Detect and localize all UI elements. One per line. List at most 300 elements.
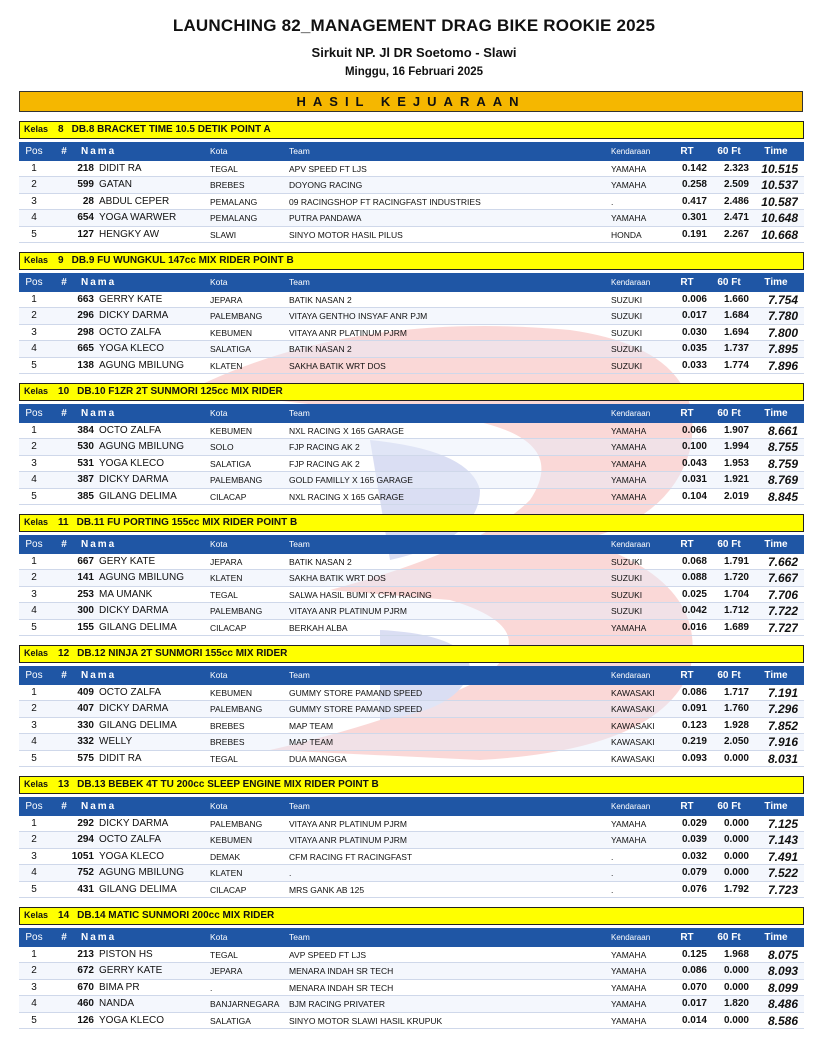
- cell-team: GUMMY STORE PAMAND SPEED: [289, 704, 423, 715]
- header-ft60: 60 Ft: [717, 146, 741, 157]
- cell-ft: 1.907: [723, 425, 749, 436]
- table-header: [19, 666, 804, 685]
- table-row: [19, 554, 804, 570]
- cell-name: AGUNG MBILUNG: [99, 441, 185, 453]
- cell-veh: YAMAHA: [611, 491, 647, 502]
- cell-no: 575: [77, 752, 94, 764]
- cell-veh: KAWASAKI: [611, 704, 655, 715]
- cell-pos: 1: [31, 294, 37, 305]
- cell-ft: 0.000: [723, 965, 749, 977]
- cell-kota: BREBES: [210, 737, 245, 748]
- cell-veh: SUZUKI: [611, 573, 643, 584]
- header-team: Team: [289, 932, 310, 942]
- cell-time: 7.723: [767, 882, 798, 897]
- cell-no: 599: [77, 179, 94, 191]
- cell-name: NANDA: [99, 998, 135, 1010]
- cell-ft: 1.660: [723, 294, 749, 305]
- cell-pos: 3: [31, 195, 37, 207]
- cell-kota: CILACAP: [210, 491, 247, 502]
- cell-pos: 4: [31, 474, 37, 486]
- cell-time: 8.769: [767, 473, 798, 488]
- cell-time: 7.852: [767, 718, 798, 733]
- cell-veh: KAWASAKI: [611, 688, 655, 698]
- cell-veh: HONDA: [611, 229, 642, 240]
- cell-ft: 2.509: [723, 179, 749, 191]
- header-no: #: [61, 801, 67, 812]
- cell-no: 155: [77, 621, 94, 633]
- cell-name: GERY KATE: [99, 556, 156, 567]
- cell-name: GILANG DELIMA: [99, 719, 177, 731]
- cell-veh: .: [611, 884, 614, 895]
- cell-time: 10.587: [761, 194, 798, 209]
- cell-time: 7.125: [767, 817, 798, 831]
- cell-team: FJP RACING AK 2: [289, 458, 360, 469]
- cell-time: 7.491: [767, 849, 798, 864]
- cell-ft: 1.994: [723, 441, 749, 453]
- table-row: [19, 456, 804, 472]
- cell-veh: YAMAHA: [611, 426, 647, 436]
- cell-time: 7.800: [767, 325, 798, 340]
- table-row: [19, 227, 804, 243]
- class-title-bar: [19, 776, 804, 794]
- header-kota: Kota: [210, 801, 228, 811]
- cell-time: 7.896: [767, 358, 798, 373]
- cell-rt: 0.088: [681, 572, 707, 584]
- cell-veh: YAMAHA: [611, 950, 647, 960]
- cell-rt: 0.029: [681, 818, 707, 829]
- header-kendaraan: Kendaraan: [611, 278, 651, 287]
- cell-ft: 1.968: [723, 949, 749, 960]
- header-team: Team: [289, 408, 310, 418]
- cell-rt: 0.258: [681, 179, 707, 191]
- cell-no: 407: [77, 703, 94, 715]
- table-header: [19, 797, 804, 816]
- cell-pos: 1: [31, 425, 37, 436]
- cell-veh: .: [611, 851, 614, 862]
- header-no: #: [61, 277, 67, 288]
- header-no: #: [61, 539, 67, 550]
- table-row: [19, 751, 804, 767]
- cell-name: GATAN: [99, 179, 132, 191]
- table-row: [19, 472, 804, 488]
- cell-time: 7.191: [767, 686, 798, 700]
- header-time: Time: [764, 670, 788, 681]
- cell-kota: .: [210, 982, 213, 993]
- cell-no: 665: [77, 343, 94, 355]
- circuit-name: Sirkuit NP. Jl DR Soetomo - Slawi: [311, 45, 517, 60]
- table-row: [19, 489, 804, 505]
- cell-kota: SALATIGA: [210, 458, 251, 469]
- header-time: Time: [764, 408, 788, 419]
- table-row: [19, 341, 804, 357]
- cell-kota: BANJARNEGARA: [210, 999, 280, 1010]
- table-body: [19, 816, 804, 898]
- results-banner: HASIL KEJUARAAN: [19, 91, 803, 112]
- class-title-bar: [19, 121, 804, 139]
- header-kendaraan: Kendaraan: [611, 409, 651, 418]
- cell-team: NXL RACING X 165 GARAGE: [289, 426, 404, 436]
- cell-veh: SUZUKI: [611, 311, 643, 322]
- cell-ft: 1.704: [723, 588, 749, 600]
- cell-no: 296: [77, 310, 94, 322]
- cell-pos: 4: [31, 998, 37, 1010]
- cell-time: 7.727: [767, 620, 798, 635]
- cell-name: GILANG DELIMA: [99, 883, 177, 895]
- table-body: [19, 685, 804, 767]
- cell-no: 663: [77, 294, 94, 305]
- cell-no: 387: [77, 474, 94, 486]
- cell-pos: 4: [31, 343, 37, 355]
- class-label: Kelas: [24, 517, 49, 527]
- cell-time: 7.895: [767, 342, 798, 357]
- cell-no: 431: [77, 883, 94, 895]
- cell-rt: 0.032: [681, 850, 707, 862]
- cell-no: 654: [77, 212, 94, 224]
- table-row: [19, 865, 804, 881]
- table-row: [19, 423, 804, 439]
- class-title-bar: [19, 907, 804, 925]
- cell-rt: 0.191: [681, 228, 707, 240]
- table-row: [19, 685, 804, 701]
- header-no: #: [61, 932, 67, 943]
- cell-name: YOGA KLECO: [99, 343, 165, 355]
- cell-name: OCTO ZALFA: [99, 687, 162, 698]
- header-kota: Kota: [210, 932, 228, 942]
- header-ft60: 60 Ft: [717, 408, 741, 419]
- cell-ft: 0.000: [723, 1014, 749, 1026]
- cell-pos: 2: [31, 965, 37, 977]
- cell-kota: KLATEN: [210, 573, 243, 584]
- cell-kota: KLATEN: [210, 360, 243, 371]
- cell-no: 253: [77, 588, 94, 600]
- cell-name: OCTO ZALFA: [99, 425, 162, 436]
- table-row: [19, 603, 804, 619]
- header-rt: RT: [680, 408, 694, 419]
- table-row: [19, 734, 804, 750]
- cell-team: AVP SPEED FT LJS: [289, 950, 367, 960]
- cell-kota: SALATIGA: [210, 344, 251, 355]
- header-nama: Nama: [81, 146, 117, 157]
- event-date: Minggu, 16 Februari 2025: [344, 66, 484, 78]
- class-title-bar: [19, 645, 804, 663]
- cell-team: MENARA INDAH SR TECH: [289, 966, 394, 977]
- header-nama: Nama: [81, 539, 117, 550]
- cell-rt: 0.086: [681, 965, 707, 977]
- cell-rt: 0.033: [681, 359, 707, 371]
- table-row: [19, 980, 804, 996]
- class-label: Kelas: [24, 648, 49, 658]
- cell-veh: YAMAHA: [611, 180, 647, 191]
- cell-rt: 0.076: [681, 883, 707, 895]
- cell-team: VITAYA ANR PLATINUM PJRM: [289, 606, 407, 617]
- table-row: [19, 210, 804, 226]
- cell-time: 10.668: [761, 227, 798, 242]
- cell-time: 7.296: [767, 702, 798, 717]
- header-nama: Nama: [81, 670, 117, 681]
- cell-kota: BREBES: [210, 720, 245, 731]
- cell-veh: SUZUKI: [611, 589, 643, 600]
- class-block: [19, 252, 804, 383]
- cell-veh: YAMAHA: [611, 999, 647, 1010]
- cell-veh: YAMAHA: [611, 622, 647, 633]
- table-header: [19, 404, 804, 423]
- cell-pos: 2: [31, 572, 37, 584]
- cell-rt: 0.301: [681, 212, 707, 224]
- header-time: Time: [764, 539, 788, 550]
- cell-rt: 0.086: [681, 687, 707, 698]
- table-row: [19, 947, 804, 963]
- cell-time: 8.075: [767, 948, 798, 962]
- cell-kota: KEBUMEN: [210, 835, 253, 846]
- cell-rt: 0.006: [681, 294, 707, 305]
- cell-rt: 0.017: [681, 998, 707, 1010]
- class-number: 11: [58, 517, 69, 528]
- header-kota: Kota: [210, 539, 228, 549]
- cell-rt: 0.035: [681, 343, 707, 355]
- cell-no: 28: [82, 195, 94, 207]
- cell-time: 7.780: [767, 309, 798, 324]
- cell-no: 460: [77, 998, 94, 1010]
- cell-time: 7.667: [767, 571, 798, 586]
- cell-team: SALWA HASIL BUMI X CFM RACING: [289, 589, 432, 600]
- cell-time: 7.706: [767, 587, 798, 602]
- header-nama: Nama: [81, 932, 117, 943]
- cell-time: 8.661: [767, 424, 798, 438]
- cell-no: 292: [77, 818, 94, 829]
- cell-time: 8.755: [767, 440, 798, 455]
- cell-kota: CILACAP: [210, 884, 247, 895]
- cell-veh: YAMAHA: [611, 213, 647, 224]
- cell-name: DICKY DARMA: [99, 818, 169, 829]
- cell-pos: 2: [31, 179, 37, 191]
- cell-team: SAKHA BATIK WRT DOS: [289, 360, 386, 371]
- class-number: 14: [58, 910, 70, 921]
- header-nama: Nama: [81, 801, 117, 812]
- cell-no: 298: [77, 326, 94, 338]
- cell-ft: 1.953: [723, 457, 749, 469]
- header-kota: Kota: [210, 408, 228, 418]
- cell-veh: YAMAHA: [611, 835, 647, 846]
- cell-kota: PALEMBANG: [210, 311, 263, 322]
- cell-no: 141: [77, 572, 94, 584]
- cell-pos: 4: [31, 736, 37, 748]
- cell-rt: 0.017: [681, 310, 707, 322]
- class-title-bar: [19, 514, 804, 532]
- cell-name: GERRY KATE: [99, 965, 163, 977]
- header-rt: RT: [680, 801, 694, 812]
- cell-ft: 1.928: [723, 719, 749, 731]
- cell-ft: 2.486: [723, 195, 749, 207]
- header-no: #: [61, 670, 67, 681]
- cell-ft: 0.000: [723, 818, 749, 829]
- cell-pos: 5: [31, 359, 37, 371]
- cell-name: YOGA KLECO: [99, 850, 165, 862]
- class-name: DB.8 BRACKET TIME 10.5 DETIK POINT A: [71, 124, 271, 135]
- cell-kota: JEPARA: [210, 295, 243, 305]
- class-name: DB.12 NINJA 2T SUNMORI 155cc MIX RIDER: [77, 648, 288, 659]
- cell-pos: 1: [31, 949, 37, 960]
- cell-team: SAKHA BATIK WRT DOS: [289, 573, 386, 584]
- cell-name: GERRY KATE: [99, 294, 163, 305]
- cell-name: DICKY DARMA: [99, 703, 169, 715]
- cell-rt: 0.079: [681, 867, 707, 879]
- cell-ft: 2.323: [723, 163, 749, 174]
- cell-kota: PALEMBANG: [210, 819, 263, 829]
- cell-veh: YAMAHA: [611, 982, 647, 993]
- cell-ft: 2.050: [723, 736, 749, 748]
- cell-no: 138: [77, 359, 94, 371]
- cell-pos: 2: [31, 703, 37, 715]
- cell-rt: 0.125: [681, 949, 707, 960]
- cell-name: DICKY DARMA: [99, 605, 169, 617]
- header-pos: Pos: [25, 670, 43, 681]
- cell-name: AGUNG MBILUNG: [99, 867, 185, 879]
- header-time: Time: [764, 801, 788, 812]
- class-name: DB.13 BEBEK 4T TU 200cc SLEEP ENGINE MIX RIDER POINT B: [77, 779, 379, 790]
- header-team: Team: [289, 146, 310, 156]
- cell-ft: 0.000: [723, 850, 749, 862]
- table-row: [19, 718, 804, 734]
- cell-pos: 2: [31, 441, 37, 453]
- header-rt: RT: [680, 277, 694, 288]
- header-pos: Pos: [25, 932, 43, 943]
- header-pos: Pos: [25, 408, 43, 419]
- header-ft60: 60 Ft: [717, 539, 741, 550]
- cell-veh: YAMAHA: [611, 1015, 647, 1026]
- cell-time: 7.522: [767, 866, 798, 881]
- table-row: [19, 587, 804, 603]
- cell-team: BATIK NASAN 2: [289, 295, 352, 305]
- table-row: [19, 849, 804, 865]
- header-kendaraan: Kendaraan: [611, 147, 651, 156]
- class-label: Kelas: [24, 386, 49, 396]
- cell-time: 10.648: [761, 211, 798, 226]
- cell-team: PUTRA PANDAWA: [289, 213, 362, 224]
- cell-veh: SUZUKI: [611, 360, 643, 371]
- table-body: [19, 161, 804, 243]
- table-body: [19, 947, 804, 1029]
- cell-pos: 5: [31, 621, 37, 633]
- cell-team: SINYO MOTOR HASIL PILUS: [289, 229, 403, 240]
- cell-time: 8.099: [767, 980, 798, 995]
- header-team: Team: [289, 801, 310, 811]
- cell-veh: SUZUKI: [611, 327, 643, 338]
- table-row: [19, 177, 804, 193]
- cell-ft: 2.019: [723, 490, 749, 502]
- cell-name: ABDUL CEPER: [99, 195, 170, 207]
- table-body: [19, 292, 804, 374]
- table-header: [19, 928, 804, 947]
- cell-name: YOGA KLECO: [99, 1014, 165, 1026]
- cell-name: BIMA PR: [99, 981, 140, 993]
- cell-ft: 1.694: [723, 326, 749, 338]
- cell-kota: CILACAP: [210, 622, 247, 633]
- cell-name: DICKY DARMA: [99, 310, 169, 322]
- cell-pos: 1: [31, 556, 37, 567]
- class-block: [19, 514, 804, 645]
- cell-kota: KLATEN: [210, 868, 243, 879]
- cell-rt: 0.068: [681, 556, 707, 567]
- table-row: [19, 292, 804, 308]
- header-pos: Pos: [25, 146, 43, 157]
- cell-veh: YAMAHA: [611, 458, 647, 469]
- cell-team: BJM RACING PRIVATER: [289, 999, 386, 1010]
- event-title: LAUNCHING 82_MANAGEMENT DRAG BIKE ROOKIE 2025: [172, 16, 656, 35]
- cell-pos: 5: [31, 1014, 37, 1026]
- table-header: [19, 273, 804, 292]
- table-row: [19, 439, 804, 455]
- header-time: Time: [764, 932, 788, 943]
- cell-pos: 5: [31, 752, 37, 764]
- cell-rt: 0.042: [681, 605, 707, 617]
- cell-kota: SLAWI: [210, 229, 237, 240]
- class-name: DB.14 MATIC SUNMORI 200cc MIX RIDER: [77, 910, 275, 921]
- cell-veh: YAMAHA: [611, 475, 647, 486]
- class-number: 13: [58, 779, 70, 790]
- header-kendaraan: Kendaraan: [611, 933, 651, 942]
- cell-veh: KAWASAKI: [611, 737, 655, 748]
- cell-ft: 1.737: [723, 343, 749, 355]
- cell-ft: 1.712: [723, 605, 749, 617]
- table-row: [19, 816, 804, 832]
- cell-rt: 0.016: [681, 621, 707, 633]
- cell-kota: PEMALANG: [210, 196, 258, 207]
- cell-team: MENARA INDAH SR TECH: [289, 982, 394, 993]
- class-number: 10: [58, 386, 70, 397]
- cell-team: BATIK NASAN 2: [289, 344, 352, 355]
- cell-team: DUA MANGGA: [289, 753, 347, 764]
- header-time: Time: [764, 146, 788, 157]
- cell-rt: 0.043: [681, 457, 707, 469]
- cell-pos: 5: [31, 490, 37, 502]
- cell-pos: 4: [31, 212, 37, 224]
- class-block: [19, 776, 804, 907]
- cell-rt: 0.100: [681, 441, 707, 453]
- cell-no: 1051: [71, 850, 94, 862]
- cell-veh: KAWASAKI: [611, 753, 655, 764]
- cell-ft: 1.689: [723, 621, 749, 633]
- cell-name: WELLY: [99, 736, 133, 748]
- cell-no: 409: [77, 687, 94, 698]
- cell-ft: 0.000: [723, 834, 749, 846]
- header-nama: Nama: [81, 277, 117, 288]
- header-ft60: 60 Ft: [717, 277, 741, 288]
- header-team: Team: [289, 670, 310, 680]
- cell-kota: KEBUMEN: [210, 327, 253, 338]
- cell-rt: 0.417: [681, 195, 707, 207]
- cell-name: OCTO ZALFA: [99, 834, 162, 846]
- cell-rt: 0.123: [681, 719, 707, 731]
- cell-ft: 2.471: [723, 212, 749, 224]
- header-rt: RT: [680, 539, 694, 550]
- cell-ft: 0.000: [723, 752, 749, 764]
- cell-pos: 3: [31, 326, 37, 338]
- header-team: Team: [289, 539, 310, 549]
- cell-veh: SUZUKI: [611, 295, 643, 305]
- header-nama: Nama: [81, 408, 117, 419]
- table-row: [19, 308, 804, 324]
- class-name: DB.11 FU PORTING 155cc MIX RIDER POINT B: [76, 517, 298, 528]
- cell-pos: 3: [31, 850, 37, 862]
- table-header: [19, 142, 804, 161]
- header-kota: Kota: [210, 146, 228, 156]
- cell-no: 294: [77, 834, 94, 846]
- header-no: #: [61, 146, 67, 157]
- table-row: [19, 194, 804, 210]
- cell-rt: 0.031: [681, 474, 707, 486]
- cell-team: MAP TEAM: [289, 720, 334, 731]
- cell-veh: .: [611, 868, 614, 879]
